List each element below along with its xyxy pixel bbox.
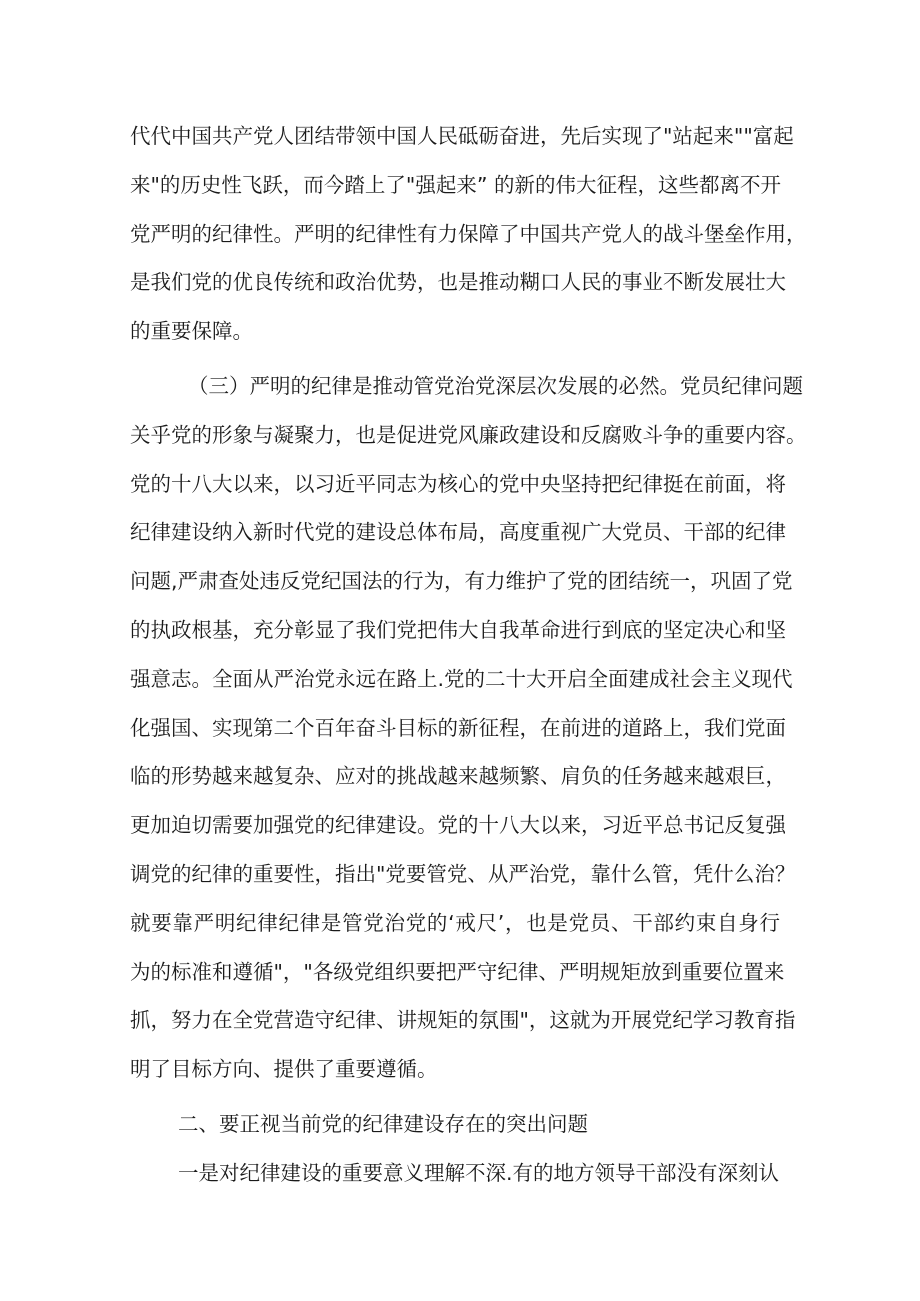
paragraph-line: 来"的历史性飞跃，而今踏上了"强起来” 的新的伟大征程，这些都离不开: [130, 172, 781, 197]
paragraph-line: 就要靠严明纪律纪律是管党治党的‘戒尺’，也是党员、干部约束自身行: [130, 910, 780, 935]
paragraph-line: 强意志。全面从严治党永远在路上.党的二十大开启全面建成社会主义现代: [130, 666, 793, 691]
paragraph-line: 抓，努力在全党营造守纪律、讲规矩的氛围"，这就为开展党纪学习教育指: [130, 1008, 796, 1033]
paragraph-line: 明了目标方向、提供了重要遵循。: [130, 1057, 438, 1082]
paragraph-line: 代代中国共产党人团结带领中国人民砥砺奋进，先后实现了"站起来""富起: [130, 124, 794, 148]
paragraph-line: 党严明的纪律性。严明的纪律性有力保障了中国共产党人的战斗堡垒作用，: [130, 221, 807, 246]
paragraph-line: 化强国、实现第二个百年奋斗目标的新征程，在前进的道路上，我们党面: [130, 715, 786, 740]
paragraph-2: [130, 362, 807, 1094]
document-body: [130, 112, 807, 1198]
paragraph-1: [130, 112, 807, 356]
paragraph-line: （三）严明的纪律是推动管党治党深层次发展的必然。党员纪律问题: [188, 373, 803, 398]
paragraph-line: 的执政根基，充分彰显了我们党把伟大自我革命进行到底的坚定决心和坚: [130, 617, 786, 642]
paragraph-line: 一是对纪律建设的重要意义理解不深.有的地方领导干部没有深刻认: [178, 1160, 780, 1185]
paragraph-line: 关乎党的形象与凝聚力，也是促进党风廉政建设和反腐败斗争的重要内容。: [130, 422, 807, 447]
paragraph-line: 的重要保障。: [130, 319, 253, 344]
paragraph-line: 党的十八大以来，以习近平同志为核心的党中央坚持把纪律挺在前面，将: [130, 471, 786, 496]
paragraph-3: [130, 1149, 780, 1198]
paragraph-line: 纪律建设纳入新时代党的建设总体布局，高度重视广大党员、干部的纪律: [130, 520, 786, 545]
section-heading: 二、要正视当前党的纪律建设存在的突出问题: [178, 1111, 588, 1136]
paragraph-line: 调党的纪律的重要性，指出"党要管党、从严治党，靠什么管，凭什么治？: [130, 861, 796, 886]
paragraph-line: 为的标准和遵循"，"各级党组织要把严守纪律、严明规矩放到重要位置来: [130, 959, 785, 984]
paragraph-line: 问题,严肃查处违反党纪国法的行为，有力维护了党的团结统一，巩固了党: [130, 569, 793, 594]
paragraph-line: 是我们党的优良传统和政治优势，也是推动糊口人民的事业不断发展壮大: [130, 270, 786, 295]
paragraph-line: 更加迫切需要加强党的纪律建设。党的十八大以来，习近平总书记反复强: [130, 813, 786, 838]
paragraph-line: 临的形势越来越复杂、应对的挑战越来越频繁、肩负的任务越来越艰巨，: [130, 764, 786, 789]
